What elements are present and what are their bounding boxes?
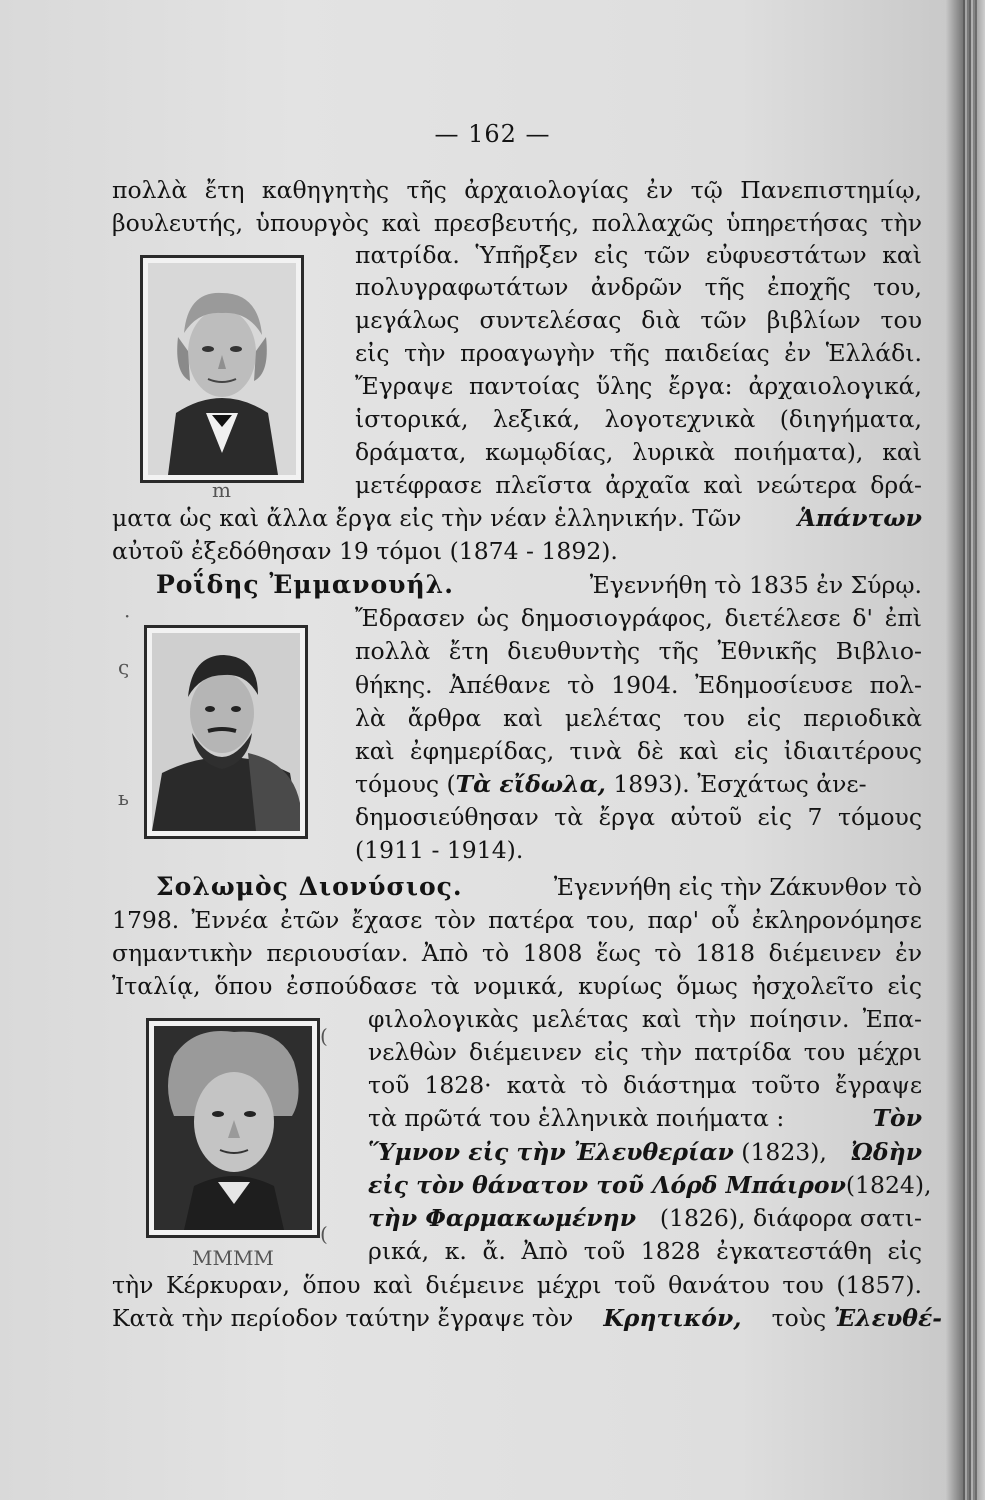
text-line: δράματα, κωμῳδίας, λυρικὰ ποιήματα), καὶ bbox=[355, 438, 922, 466]
stray-mark: m bbox=[212, 478, 231, 502]
title-italic: Ἐλευθέ- bbox=[833, 1304, 942, 1332]
text-line bbox=[355, 769, 922, 799]
stray-mark: ь bbox=[118, 786, 129, 810]
stray-mark: · bbox=[124, 604, 131, 628]
title-italic: Τὸν bbox=[872, 1104, 922, 1132]
portrait-solomos bbox=[146, 1018, 320, 1238]
title-italic: εἰς τὸν θάνατον τοῦ Λόρδ Μπάιρον bbox=[368, 1171, 846, 1199]
text-segment: (1824), bbox=[845, 1171, 932, 1199]
title-italic: τὴν Φαρμακωμένην bbox=[368, 1204, 637, 1232]
text-segment: (1823), bbox=[733, 1138, 827, 1166]
text-line: τοῦ 1828· κατὰ τὸ διάστημα τοῦτο ἔγραψε bbox=[368, 1071, 922, 1099]
text-line: φιλολογικὰς μελέτας καὶ τὴν ποίησιν. Ἐπα- bbox=[368, 1005, 922, 1033]
text-line: νελθὼν διέμεινεν εἰς τὴν πατρίδα του μέχρι bbox=[368, 1038, 922, 1066]
text-line bbox=[112, 1303, 942, 1333]
entry-heading-roidis: Ροΐδης Ἐμμανουήλ. bbox=[156, 570, 454, 599]
text-line: (1911 - 1914). bbox=[355, 836, 524, 864]
text-line: πολυγραφωτάτων ἀνδρῶν τῆς ἐποχῆς του, bbox=[355, 273, 922, 301]
text-segment: 1893). Ἐσχάτως ἀνε- bbox=[605, 770, 867, 798]
text-line: μεγάλως συντελέσας διὰ τῶν βιβλίων του bbox=[355, 306, 922, 334]
title-italic: Ὠδὴν bbox=[851, 1138, 922, 1166]
text-line: τὴν Κέρκυραν, ὅπου καὶ διέμεινε μέχρι τοῦ θανάτου του (1857). bbox=[112, 1271, 922, 1299]
stray-mark: ( bbox=[320, 1222, 328, 1246]
text-line: Ἔδρασεν ὡς δημοσιογράφος, διετέλεσε δ' ἐπὶ bbox=[355, 604, 922, 632]
portrait-roidis bbox=[144, 625, 308, 839]
text-line bbox=[368, 1203, 922, 1233]
text-line: ρικά, κ. ἄ. Ἀπὸ τοῦ 1828 ἐγκατεστάθη εἰς bbox=[368, 1237, 922, 1265]
text-line: δημοσιεύθησαν τὰ ἔργα αὐτοῦ εἰς 7 τόμους bbox=[355, 803, 922, 831]
text-line: θήκης. Ἀπέθανε τὸ 1904. Ἐδημοσίευσε πολ- bbox=[355, 671, 922, 699]
text-line: ἱστορικά, λεξικά, λογοτεχνικὰ (διηγήματα, bbox=[355, 405, 922, 433]
text-line: Ἰταλίᾳ, ὅπου ἐσπούδασε τὰ νομικά, κυρίως ὅμως ἠσχολεῖτο εἰς bbox=[112, 972, 922, 1000]
portrait-rangavis bbox=[140, 255, 304, 483]
text-segment: τόμους ( bbox=[355, 770, 456, 798]
text-segment: Ἐγεννήθη τὸ 1835 ἐν Σύρῳ. bbox=[589, 571, 922, 599]
title-italic: Κρητικόν, bbox=[603, 1304, 742, 1332]
text-line: εἰς τὴν προαγωγὴν τῆς παιδείας ἐν Ἑλλάδι. bbox=[355, 339, 922, 367]
text-line: μετέφρασε πλεῖστα ἀρχαῖα καὶ νεώτερα δρά- bbox=[355, 471, 922, 499]
text-line: πολλὰ ἔτη διευθυντὴς τῆς Ἐθνικῆς Βιβλιο- bbox=[355, 637, 922, 665]
text-line: αὐτοῦ ἐξεδόθησαν 19 τόμοι (1874 - 1892). bbox=[112, 537, 618, 565]
text-line bbox=[368, 1103, 922, 1133]
text-line bbox=[368, 1170, 932, 1200]
text-segment: τὰ πρῶτά του ἑλληνικὰ ποιήματα : bbox=[368, 1104, 785, 1132]
entry-heading-line bbox=[156, 872, 922, 902]
text-line: λὰ ἄρθρα καὶ μελέτας του εἰς περιοδικὰ bbox=[355, 704, 922, 732]
text-line: πατρίδα. Ὑπῆρξεν εἰς τῶν εὐφυεστάτων καὶ bbox=[355, 241, 922, 269]
page-edge bbox=[963, 0, 977, 1500]
stray-mark: ( bbox=[320, 1024, 328, 1048]
text-segment: τοὺς bbox=[771, 1304, 827, 1332]
title-italic: Τὰ εἴδωλα, bbox=[455, 770, 606, 798]
text-line: σημαντικὴν περιουσίαν. Ἀπὸ τὸ 1808 ἕως τὸ 1818 διέμεινεν ἐν bbox=[112, 939, 922, 967]
entry-heading-solomos: Σολωμὸς Διονύσιος. bbox=[156, 872, 463, 901]
text-line bbox=[112, 503, 922, 533]
text-line: 1798. Ἐννέα ἐτῶν ἔχασε τὸν πατέρα του, παρ' οὗ ἐκληρονόμησε bbox=[112, 906, 922, 934]
text-segment: Κατὰ τὴν περίοδον ταύτην ἔγραψε τὸν bbox=[112, 1304, 574, 1332]
entry-heading-line bbox=[156, 570, 922, 600]
text-line bbox=[368, 1137, 922, 1167]
text-segment: (1826), διάφορα σατι- bbox=[659, 1204, 922, 1232]
text-line: καὶ ἐφημερίδας, τινὰ δὲ καὶ εἰς ἰδιαιτέρους bbox=[355, 737, 922, 765]
text-segment: Ἐγεννήθη εἰς τὴν Ζάκυνθον τὸ bbox=[553, 873, 922, 901]
title-italic: Ὕμνον εἰς τὴν Ἐλευθερίαν bbox=[368, 1138, 734, 1166]
text-line: Ἔγραψε παντοίας ὕλης ἔργα: ἀρχαιολογικά, bbox=[355, 372, 922, 400]
title-italic: Ἁπάντων bbox=[797, 504, 922, 532]
stray-mark: MMMM bbox=[192, 1246, 274, 1270]
stray-mark: ς bbox=[118, 655, 130, 679]
text-line: βουλευτής, ὑπουργὸς καὶ πρεσβευτής, πολλαχῶς ὑπηρετήσας τὴν bbox=[112, 209, 922, 237]
text-line: πολλὰ ἔτη καθηγητὴς τῆς ἀρχαιολογίας ἐν τῷ Πανεπιστημίῳ, bbox=[112, 176, 922, 204]
page-number: — 162 — bbox=[434, 120, 551, 148]
text-segment: ματα ὡς καὶ ἄλλα ἔργα εἰς τὴν νέαν ἑλληνικήν. Τῶν bbox=[112, 504, 742, 532]
